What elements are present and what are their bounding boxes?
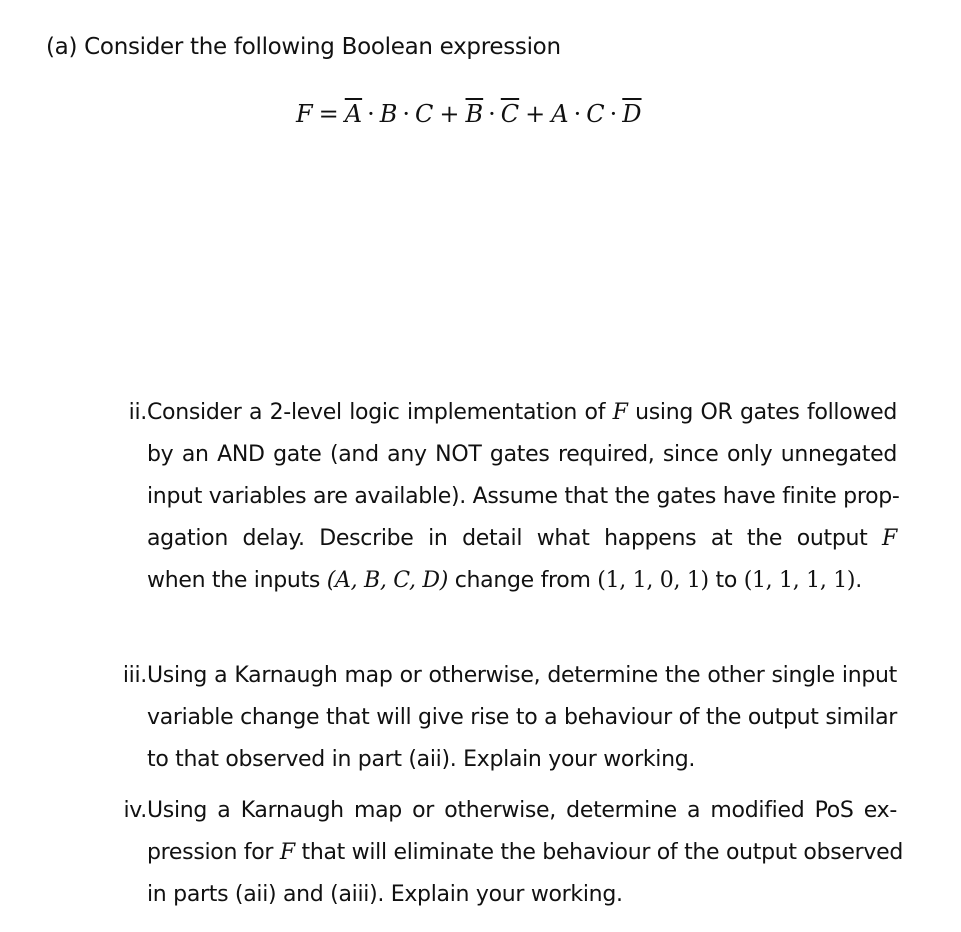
eq-t2-c-negated: $\overline{C}$: [500, 100, 520, 128]
math-var: F: [882, 526, 897, 551]
item-line: Using a Karnaugh map or otherwise, determine the other single input: [147, 663, 897, 688]
text-run: change from: [448, 568, 598, 593]
eq-dot: ·: [402, 100, 411, 128]
eq-t3-a: A: [551, 100, 569, 128]
math-var: F: [612, 400, 628, 425]
item-line: [147, 518, 897, 560]
math-tuple: (1, 1, 1, 1): [743, 568, 856, 593]
item-line: [147, 560, 897, 602]
eq-t1-c: C: [415, 100, 434, 128]
item-line: [147, 392, 897, 434]
item-line: Using a Karnaugh map or otherwise, determine a modified PoS ex-: [147, 798, 897, 823]
math-tuple: (1, 1, 0, 1): [597, 568, 709, 593]
item-line: variable change that will give rise to a behaviour of the output similar: [147, 705, 897, 730]
item-line: to that observed in part (aii). Explain your working.: [147, 747, 696, 772]
text-run: Consider a 2-level logic implementation of: [147, 400, 613, 425]
eq-dot: ·: [367, 100, 375, 128]
eq-dot: ·: [573, 100, 582, 128]
eq-t2-b-negated: $\overline{B}$: [465, 100, 484, 128]
eq-equals: =: [318, 100, 339, 128]
question-heading: [46, 34, 561, 60]
item-line: by an AND gate (and any NOT gates required, since only unnegated: [147, 442, 897, 467]
text-run: agation delay. Describe in detail what happens at the output: [147, 526, 883, 551]
eq-plus: +: [525, 100, 546, 128]
text-run: that will eliminate the behaviour of the output observed: [294, 840, 904, 865]
heading-text: Consider the following Boolean expression: [84, 34, 561, 60]
item-line: in parts (aii) and (aiii). Explain your working.: [147, 882, 623, 907]
eq-dot: ·: [609, 100, 618, 128]
text-run: to: [708, 568, 744, 593]
question-item-iii: [107, 655, 897, 781]
item-line: [147, 832, 904, 874]
eq-plus: +: [439, 100, 460, 128]
part-label: (a): [46, 34, 78, 60]
text-run: when the inputs: [147, 568, 327, 593]
eq-t1-a-negated: $\overline{A}$: [344, 100, 363, 128]
text-run: using OR gates followed: [627, 400, 897, 425]
boolean-expression: [296, 100, 642, 128]
math-var: F: [279, 840, 295, 865]
question-item-iv: [107, 790, 904, 916]
question-item-ii: [107, 392, 900, 602]
item-line: input variables are available). Assume that the gates have finite prop-: [147, 484, 900, 509]
eq-dot: ·: [488, 100, 496, 128]
item-number: iii.: [122, 663, 147, 688]
eq-lhs: F: [296, 100, 313, 128]
eq-t1-b: B: [379, 100, 398, 128]
text-run: .: [855, 568, 862, 593]
eq-t3-c: C: [586, 100, 605, 128]
item-number: iv.: [123, 798, 147, 823]
eq-t3-d-negated: $\overline{D}$: [622, 100, 642, 128]
text-run: pression for: [147, 840, 280, 865]
item-number: ii.: [128, 400, 147, 425]
math-tuple: (A, B, C, D): [326, 568, 449, 593]
